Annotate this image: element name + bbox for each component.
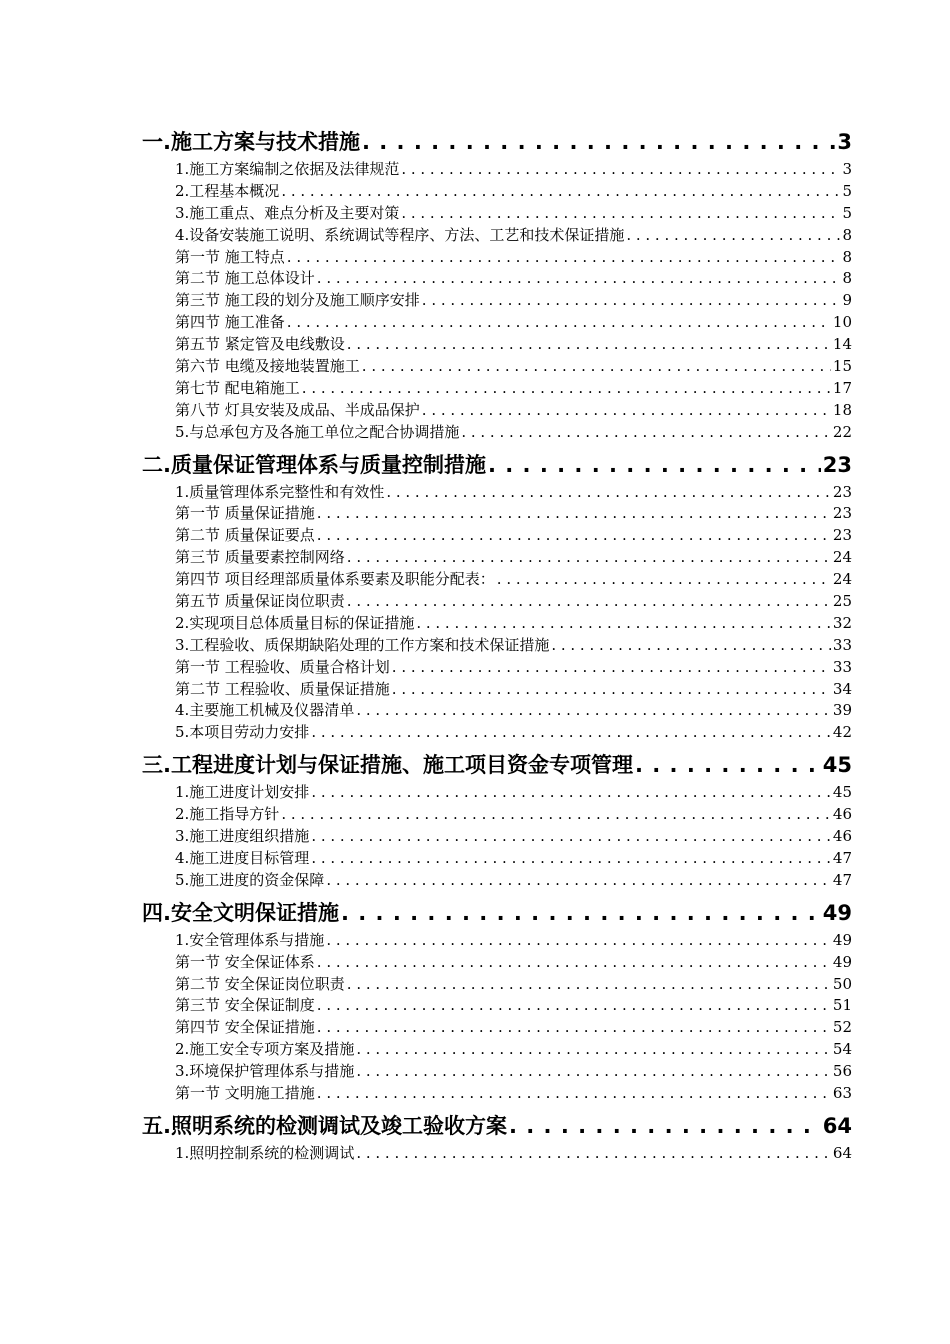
toc-item-page: 52 [832,1018,852,1037]
dot-leader [347,974,831,996]
toc-item-title: 第一节 文明施工措施 [175,1083,315,1102]
dot-leader [311,848,831,870]
dot-leader [497,569,831,591]
toc-item-page: 9 [842,291,852,310]
toc-item-page: 64 [832,1143,852,1162]
dot-leader [326,930,831,952]
toc-item[interactable] [175,1083,852,1105]
dot-leader [356,700,831,722]
toc-item-page: 18 [832,400,852,419]
toc-item-title: 5.本项目劳动力安排 [175,723,310,742]
toc-item[interactable] [175,181,852,203]
toc-item-title: 1.施工方案编制之依据及法律规范 [175,160,400,178]
toc-item-page: 22 [832,422,852,441]
toc-heading[interactable] [142,448,852,482]
dot-leader [341,896,821,930]
dot-leader [317,268,841,290]
toc-item-page: 46 [832,827,852,846]
toc-item[interactable] [175,1039,852,1061]
toc-heading-title: 五.照明系统的检测调试及竣工验收方案 [142,1113,507,1138]
toc-item-page: 51 [832,996,852,1015]
toc-section [142,896,852,1105]
dot-leader [347,547,831,569]
toc-item[interactable] [175,378,852,400]
toc-item-title: 1.质量管理体系完整性和有效性 [175,482,385,501]
toc-item[interactable] [175,700,852,722]
toc-item-page: 49 [832,930,852,949]
toc-item-page: 33 [832,657,852,676]
toc-item[interactable] [175,722,852,744]
toc-item-page: 15 [832,357,852,376]
table-of-contents [142,121,852,1167]
toc-heading[interactable] [142,748,852,782]
toc-item[interactable] [175,613,852,635]
toc-item[interactable] [175,952,852,974]
toc-item-title: 第二节 质量保证要点 [175,526,315,545]
toc-item[interactable] [175,225,852,247]
dot-leader [488,448,821,482]
toc-item-page: 23 [832,482,852,501]
dot-leader [461,422,831,444]
toc-item-page: 47 [832,870,852,889]
toc-item-title: 第五节 质量保证岗位职责 [175,592,345,611]
dot-leader [317,1017,831,1039]
toc-item[interactable] [175,679,852,701]
dot-leader [401,159,840,181]
toc-item-title: 5.与总承包方及各施工单位之配合协调措施 [175,422,460,441]
toc-item[interactable] [175,268,852,290]
toc-item-title: 第三节 质量要素控制网络 [175,548,345,567]
dot-leader [317,503,831,525]
toc-item[interactable] [175,657,852,679]
toc-item[interactable] [175,334,852,356]
toc-item[interactable] [175,782,852,804]
dot-leader [422,400,831,422]
toc-item-title: 3.施工进度组织措施 [175,827,310,846]
toc-item[interactable] [175,930,852,952]
toc-item-title: 2.施工安全专项方案及措施 [175,1040,355,1059]
toc-item[interactable] [175,870,852,892]
toc-item-page: 49 [832,952,852,971]
dot-leader [347,591,831,613]
toc-item-title: 3.施工重点、难点分析及主要对策 [175,203,400,222]
toc-section [142,748,852,891]
dot-leader [356,1039,831,1061]
dot-leader [311,826,831,848]
toc-item-title: 第八节 灯具安装及成品、半成品保护 [175,400,420,419]
dot-leader [317,995,831,1017]
toc-heading-title: 三.工程进度计划与保证措施、施工项目资金专项管理 [142,753,633,778]
dot-leader [551,635,831,657]
toc-item-title: 第二节 施工总体设计 [175,269,315,288]
toc-item[interactable] [175,974,852,996]
dot-leader [281,804,831,826]
toc-item-page: 10 [832,313,852,332]
toc-heading-page: 23 [822,452,852,477]
toc-item-title: 2.施工指导方针 [175,805,280,824]
toc-item-page: 8 [842,225,852,244]
toc-item-title: 1.安全管理体系与措施 [175,930,325,949]
toc-item-page: 32 [832,613,852,632]
toc-item[interactable] [175,400,852,422]
toc-item[interactable] [175,569,852,591]
toc-heading[interactable] [142,896,852,930]
toc-heading[interactable] [142,125,852,159]
toc-item[interactable] [175,159,852,181]
toc-item-title: 第三节 安全保证制度 [175,996,315,1015]
toc-item-title: 第四节 项目经理部质量体系要素及职能分配表： [175,570,495,589]
toc-item-page: 24 [832,548,852,567]
toc-item[interactable] [175,591,852,613]
toc-heading-page: 45 [822,753,852,778]
dot-leader [317,525,831,547]
dot-leader [317,1083,831,1105]
dot-leader [311,782,831,804]
toc-heading[interactable] [142,1109,852,1143]
toc-item-page: 8 [842,247,852,266]
toc-item-page: 14 [832,335,852,354]
toc-item[interactable] [175,503,852,525]
dot-leader [392,679,831,701]
toc-heading-title: 一.施工方案与技术措施 [142,130,360,154]
dot-leader [311,722,831,744]
toc-item[interactable] [175,247,852,269]
toc-item-page: 23 [832,526,852,545]
toc-item[interactable] [175,635,852,657]
dot-leader [362,125,835,159]
toc-item-page: 5 [842,203,852,222]
dot-leader [347,334,831,356]
dot-leader [626,225,840,247]
toc-item-title: 1.施工进度计划安排 [175,783,310,802]
dot-leader [422,290,841,312]
dot-leader [416,613,831,635]
toc-item-title: 第二节 工程验收、质量保证措施 [175,679,390,698]
toc-item[interactable] [175,826,852,848]
toc-item-page: 42 [832,723,852,742]
toc-heading-title: 四.安全文明保证措施 [142,900,339,925]
toc-item[interactable] [175,422,852,444]
toc-item[interactable] [175,1143,852,1165]
dot-leader [362,356,831,378]
toc-item-title: 2.工程基本概况 [175,181,280,200]
toc-item[interactable] [175,312,852,334]
toc-item-title: 第三节 施工段的划分及施工顺序安排 [175,291,420,310]
toc-item-page: 47 [832,848,852,867]
toc-item-title: 第四节 安全保证措施 [175,1018,315,1037]
toc-item-page: 3 [842,160,852,178]
dot-leader [281,181,840,203]
toc-item[interactable] [175,356,852,378]
toc-item-title: 第二节 安全保证岗位职责 [175,974,345,993]
toc-item-page: 17 [832,378,852,397]
dot-leader [287,312,831,334]
dot-leader [392,657,831,679]
toc-item[interactable] [175,525,852,547]
toc-item[interactable] [175,482,852,504]
toc-item-title: 1.照明控制系统的检测调试 [175,1143,355,1162]
dot-leader [326,870,831,892]
dot-leader [356,1143,831,1165]
toc-section [142,1109,852,1165]
toc-heading-page: 64 [822,1113,852,1138]
toc-section [142,448,852,745]
toc-item-title: 3.工程验收、质保期缺陷处理的工作方案和技术保证措施 [175,635,550,654]
toc-item-page: 54 [832,1040,852,1059]
toc-item-title: 4.施工进度目标管理 [175,848,310,867]
toc-item-title: 3.环境保护管理体系与措施 [175,1062,355,1081]
toc-heading-title: 二.质量保证管理体系与质量控制措施 [142,452,486,477]
dot-leader [317,952,831,974]
toc-item-title: 第五节 紧定管及电线敷设 [175,335,345,354]
toc-item-title: 第一节 安全保证体系 [175,952,315,971]
toc-item-title: 第四节 施工准备 [175,313,285,332]
dot-leader [401,203,840,225]
toc-item-title: 第一节 施工特点 [175,247,285,266]
toc-item[interactable] [175,1061,852,1083]
toc-item-page: 23 [832,504,852,523]
toc-item-title: 4.主要施工机械及仪器清单 [175,701,355,720]
toc-heading-page: 49 [822,900,852,925]
toc-item-page: 46 [832,805,852,824]
toc-item[interactable] [175,995,852,1017]
toc-heading-page: 3 [837,130,852,154]
toc-item-title: 第七节 配电箱施工 [175,378,300,397]
toc-item[interactable] [175,203,852,225]
toc-item-title: 2.实现项目总体质量目标的保证措施 [175,613,415,632]
toc-item-page: 24 [832,570,852,589]
toc-item-title: 第一节 质量保证措施 [175,504,315,523]
dot-leader [356,1061,831,1083]
dot-leader [386,482,831,504]
toc-item[interactable] [175,290,852,312]
toc-item[interactable] [175,804,852,826]
dot-leader [287,247,841,269]
toc-section [142,125,852,444]
toc-item-page: 25 [832,592,852,611]
dot-leader [302,378,831,400]
toc-item-page: 39 [832,701,852,720]
toc-item[interactable] [175,547,852,569]
toc-item-title: 5.施工进度的资金保障 [175,870,325,889]
toc-item-page: 5 [842,181,852,200]
toc-item-page: 63 [832,1083,852,1102]
dot-leader [635,748,821,782]
toc-item-page: 8 [842,269,852,288]
dot-leader [509,1109,821,1143]
toc-item-title: 第一节 工程验收、质量合格计划 [175,657,390,676]
toc-item-page: 45 [832,783,852,802]
toc-item[interactable] [175,1017,852,1039]
toc-item-page: 56 [832,1062,852,1081]
toc-item-page: 33 [832,635,852,654]
toc-item-page: 34 [832,679,852,698]
toc-item-title: 第六节 电缆及接地装置施工 [175,357,360,376]
toc-item[interactable] [175,848,852,870]
toc-item-page: 50 [832,974,852,993]
toc-item-title: 4.设备安装施工说明、系统调试等程序、方法、工艺和技术保证措施 [175,225,625,244]
